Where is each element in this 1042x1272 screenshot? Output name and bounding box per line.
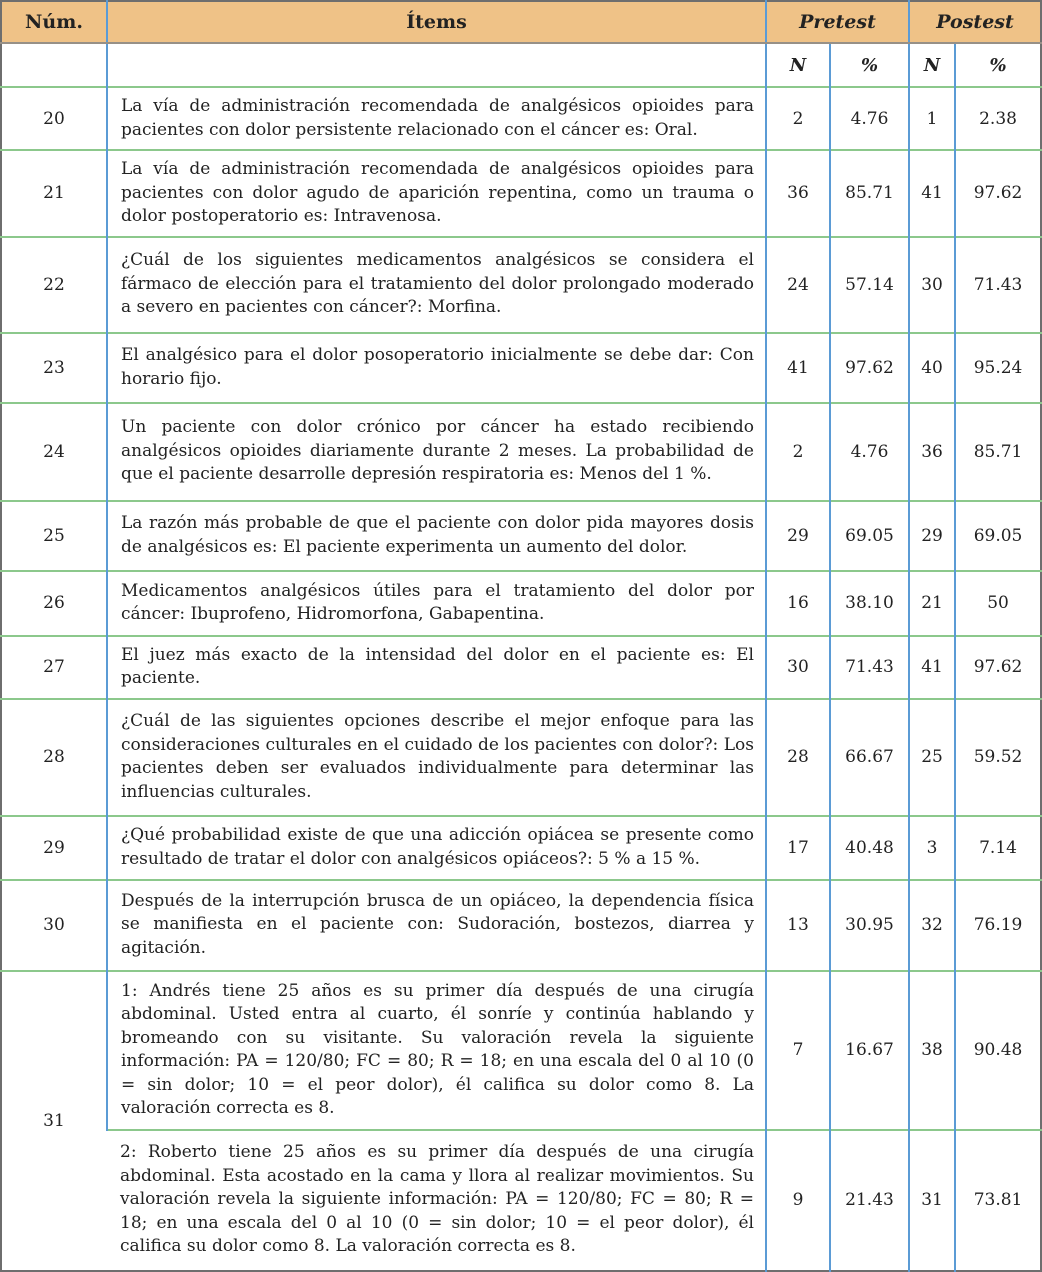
pretest-n-value: 24 — [766, 237, 830, 333]
item-number: 29 — [43, 837, 65, 858]
item-number: 28 — [43, 747, 65, 767]
pretest-n-value: 29 — [766, 501, 830, 571]
table-row-item-29 — [1, 816, 1041, 880]
postest-n-value: 36 — [909, 403, 955, 501]
pretest-pct-value: 4.76 — [830, 403, 909, 501]
pretest-n-value: 17 — [766, 816, 830, 880]
pretest-pct-value: 97.62 — [830, 333, 909, 403]
item-number: 30 — [43, 915, 65, 935]
item-text: El analgésico para el dolor posoperatorio inicialmente se debe dar: Con horario fijo. — [107, 333, 766, 403]
table-row-item-26 — [1, 571, 1041, 636]
item-number: 26 — [43, 593, 65, 613]
column-header-items: Ítems — [107, 1, 766, 43]
item-text: 2: Roberto tiene 25 años es su primer día después de una cirugía abdominal. Esta acostado en la cama y llora al realizar movimientos. Su valoración revela la siguiente información: PA = 120/80; FC = 80; R = 18; en una escala del 0 al 10 (0 = sin dolor; 10 = el peor dolor), él califica su dolor como 8. La valoración correcta es 8. — [120, 1142, 754, 1257]
postest-n-value: 40 — [909, 333, 955, 403]
postest-n-value: 3 — [909, 816, 955, 880]
postest-pct-value: 97.62 — [955, 150, 1041, 237]
pretest-pct-header: % — [830, 43, 909, 87]
item-text: Un paciente con dolor crónico por cáncer ha estado recibiendo analgésicos opioides diariamente durante 2 meses. La probabilidad de que el paciente desarrolle depresión respiratoria es: Menos del 1 %. — [107, 403, 766, 501]
table-row-item-31-case-2 — [1, 1130, 1041, 1271]
item-number: 25 — [43, 525, 65, 546]
item-text: 1: Andrés tiene 25 años es su primer día después de una cirugía abdominal. Usted entra al cuarto, él sonríe y continúa hablando y bromeando con su visitante. Su valoración revela la siguiente información: PA = 120/80; FC = 80; R = 18; en una escala del 0 al 10 (0 = sin dolor; 10 = el peor dolor), él califica su dolor como 8. La valoración correcta es 8. — [107, 971, 766, 1130]
table-row-item-27 — [1, 636, 1041, 699]
table-row-item-24 — [1, 403, 1041, 501]
table-row-item-22 — [1, 237, 1041, 333]
item-number: 21 — [43, 183, 65, 204]
table-row-item-21 — [1, 150, 1041, 237]
item-text: El juez más exacto de la intensidad del dolor en el paciente es: El paciente. — [107, 636, 766, 699]
pretest-pct-value: 38.10 — [830, 571, 909, 636]
postest-n-value: 21 — [909, 571, 955, 636]
pretest-pct-value: 69.05 — [830, 501, 909, 571]
header-spacer-items — [107, 43, 766, 87]
item-text: La vía de administración recomendada de analgésicos opioides para pacientes con dolor persistente relacionado con el cáncer es: Oral. — [107, 87, 766, 150]
pretest-n-value: 9 — [766, 1130, 830, 1271]
postest-pct-value: 95.24 — [955, 333, 1041, 403]
pretest-n-value: 36 — [766, 150, 830, 237]
postest-n-value: 41 — [909, 636, 955, 699]
pretest-pct-value: 30.95 — [830, 880, 909, 971]
item-text: Después de la interrupción brusca de un opiáceo, la dependencia física se manifiesta en el paciente con: Sudoración, bostezos, diarrea y agitación. — [107, 880, 766, 971]
postest-n-value: 41 — [909, 150, 955, 237]
postest-n-value: 31 — [909, 1130, 955, 1271]
column-header-postest: Postest — [909, 1, 1041, 43]
postest-pct-value: 71.43 — [955, 237, 1041, 333]
table-row-item-31-case-1 — [1, 971, 1041, 1130]
postest-pct-value: 69.05 — [955, 501, 1041, 571]
postest-n-value: 29 — [909, 501, 955, 571]
postest-n-value: 38 — [909, 971, 955, 1130]
table-row-item-20 — [1, 87, 1041, 150]
postest-pct-value: 73.81 — [955, 1130, 1041, 1271]
header-row-groups — [1, 1, 1041, 43]
postest-n-value: 32 — [909, 880, 955, 971]
column-header-num: Núm. — [1, 1, 107, 43]
postest-pct-value: 90.48 — [955, 971, 1041, 1130]
pretest-pct-value: 4.76 — [830, 87, 909, 150]
pretest-pct-value: 66.67 — [830, 699, 909, 816]
postest-n-value: 1 — [909, 87, 955, 150]
pretest-pct-value: 40.48 — [830, 816, 909, 880]
item-number: 20 — [43, 108, 65, 129]
pretest-n-value: 41 — [766, 333, 830, 403]
postest-pct-value: 7.14 — [955, 816, 1041, 880]
pretest-pct-value: 85.71 — [830, 150, 909, 237]
item-number: 31 — [43, 1110, 65, 1131]
pretest-n-value: 16 — [766, 571, 830, 636]
item-number: 22 — [43, 274, 65, 295]
postest-n-header: N — [909, 43, 955, 87]
table-row-item-30 — [1, 880, 1041, 971]
postest-pct-header: % — [955, 43, 1041, 87]
pretest-n-header: N — [766, 43, 830, 87]
postest-n-value: 25 — [909, 699, 955, 816]
item-text: ¿Cuál de los siguientes medicamentos analgésicos se considera el fármaco de elección para el tratamiento del dolor prolongado moderado a severo en pacientes con cáncer?: Morfina. — [107, 237, 766, 333]
item-text: La razón más probable de que el paciente con dolor pida mayores dosis de analgésicos es: El paciente experimenta un aumento del dolor. — [107, 501, 766, 571]
item-number: 27 — [43, 657, 65, 677]
item-text: ¿Qué probabilidad existe de que una adicción opiácea se presente como resultado de tratar el dolor con analgésicos opiáceos?: 5 % a 15 %. — [107, 816, 766, 880]
item-text: Medicamentos analgésicos útiles para el tratamiento del dolor por cáncer: Ibuprofeno, Hidromorfona, Gabapentina. — [107, 571, 766, 636]
item-text: La vía de administración recomendada de analgésicos opioides para pacientes con dolor agudo de aparición repentina, como un trauma o dolor postoperatorio es: Intravenosa. — [107, 150, 766, 237]
postest-pct-value: 97.62 — [955, 636, 1041, 699]
pretest-n-value: 2 — [766, 403, 830, 501]
pretest-n-value: 30 — [766, 636, 830, 699]
postest-n-value: 30 — [909, 237, 955, 333]
pretest-n-value: 13 — [766, 880, 830, 971]
item-number: 24 — [43, 441, 65, 462]
table-row-item-28 — [1, 699, 1041, 816]
column-header-pretest: Pretest — [766, 1, 909, 43]
pretest-n-value: 28 — [766, 699, 830, 816]
item-number: 23 — [43, 357, 65, 378]
postest-pct-value: 2.38 — [955, 87, 1041, 150]
pretest-pct-value: 16.67 — [830, 971, 909, 1130]
pretest-n-value: 2 — [766, 87, 830, 150]
postest-pct-value: 85.71 — [955, 403, 1041, 501]
pretest-pct-value: 71.43 — [830, 636, 909, 699]
postest-pct-value: 50 — [955, 571, 1041, 636]
item-text: ¿Cuál de las siguientes opciones describe el mejor enfoque para las consideraciones culturales en el cuidado de los pacientes con dolor?: Los pacientes deben ser evaluados individualmente para determinar las influencias culturales. — [107, 699, 766, 816]
header-spacer-num — [1, 43, 107, 87]
postest-pct-value: 59.52 — [955, 699, 1041, 816]
header-row-measures — [1, 43, 1041, 87]
pretest-pct-value: 57.14 — [830, 237, 909, 333]
pretest-n-value: 7 — [766, 971, 830, 1130]
table-row-item-25 — [1, 501, 1041, 571]
postest-pct-value: 76.19 — [955, 880, 1041, 971]
table-row-item-23 — [1, 333, 1041, 403]
pretest-pct-value: 21.43 — [830, 1130, 909, 1271]
